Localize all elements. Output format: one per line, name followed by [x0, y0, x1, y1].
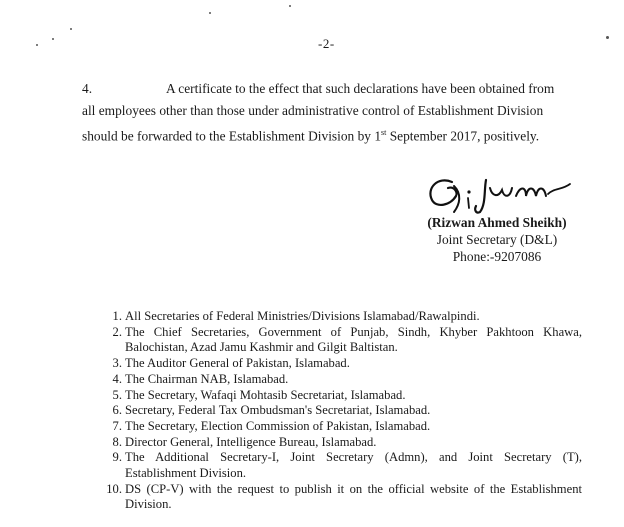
- scan-speck: [70, 28, 72, 30]
- list-item-text: Secretary, Federal Tax Ombudsman's Secretariat, Islamabad.: [125, 403, 431, 418]
- list-item: [100, 309, 582, 325]
- distribution-list: [100, 309, 582, 513]
- paragraph-text: A certificate to the effect that such declarations have been obtained from: [166, 81, 555, 96]
- paragraph-line-1: [82, 78, 582, 100]
- list-item-text: The Secretary, Election Commission of Pakistan, Islamabad.: [125, 418, 431, 433]
- list-item: [100, 356, 582, 372]
- paragraph-line-2: all employees other than those under administrative control of Establishment Division: [82, 103, 544, 118]
- list-item: [100, 435, 582, 451]
- list-item-number: 9.: [112, 450, 122, 465]
- list-item-text: The Auditor General of Pakistan, Islamabad.: [125, 356, 350, 371]
- list-item: [100, 372, 582, 388]
- scan-speck: [606, 36, 609, 39]
- signatory-phone: Phone:-9207086: [452, 249, 542, 264]
- list-item-number: 5.: [112, 387, 122, 402]
- list-item: [100, 482, 582, 513]
- list-item-text: Director General, Intelligence Bureau, Islamabad.: [125, 434, 377, 449]
- list-item: [100, 419, 582, 435]
- paragraph-text: September 2017, positively.: [386, 128, 540, 144]
- ordinal-superscript: st: [381, 128, 387, 137]
- list-item-text: The Secretary, Wafaqi Mohtasib Secretariat, Islamabad.: [125, 387, 406, 402]
- list-item-text: The Chairman NAB, Islamabad.: [125, 371, 289, 386]
- signatory-designation: Joint Secretary (D&L): [436, 232, 558, 247]
- signatory-name: (Rizwan Ahmed Sheikh): [427, 215, 567, 230]
- scan-speck: [289, 5, 291, 7]
- list-item: [100, 403, 582, 419]
- list-item: [100, 450, 582, 481]
- handwritten-signature: [424, 168, 584, 216]
- list-item-text: The Additional Secretary-I, Joint Secretary (Admn), and Joint Secretary (T), Establishment Division.: [125, 450, 582, 481]
- list-item-number: 10.: [106, 481, 122, 496]
- list-item: [100, 325, 582, 356]
- paragraph-text: should be forwarded to the Establishment Division by 1: [82, 128, 382, 144]
- list-item-number: 1.: [112, 309, 122, 323]
- signatory-block: [412, 214, 582, 265]
- scan-speck: [52, 38, 54, 40]
- scan-speck: [36, 44, 38, 46]
- list-item-number: 8.: [112, 434, 122, 449]
- paragraph-number: 4.: [82, 81, 93, 96]
- paragraph-4: [82, 78, 582, 147]
- list-item-text: DS (CP-V) with the request to publish it on the official website of the Establishment Division.: [125, 481, 582, 512]
- page-number: -2-: [318, 36, 335, 51]
- list-item: [100, 388, 582, 404]
- scan-speck: [209, 12, 211, 14]
- list-item-number: 4.: [112, 371, 122, 386]
- paragraph-line-3: [82, 122, 582, 147]
- list-item-text: All Secretaries of Federal Ministries/Divisions Islamabad/Rawalpindi.: [125, 309, 480, 323]
- list-item-text: The Chief Secretaries, Government of Punjab, Sindh, Khyber Pakhtoon Khawa, Balochistan, Azad Jamu Kashmir and Gilgit Baltistan.: [125, 324, 582, 355]
- list-item-number: 6.: [112, 403, 122, 418]
- list-item-number: 2.: [112, 324, 122, 339]
- list-item-number: 3.: [112, 356, 122, 371]
- list-item-number: 7.: [112, 418, 122, 433]
